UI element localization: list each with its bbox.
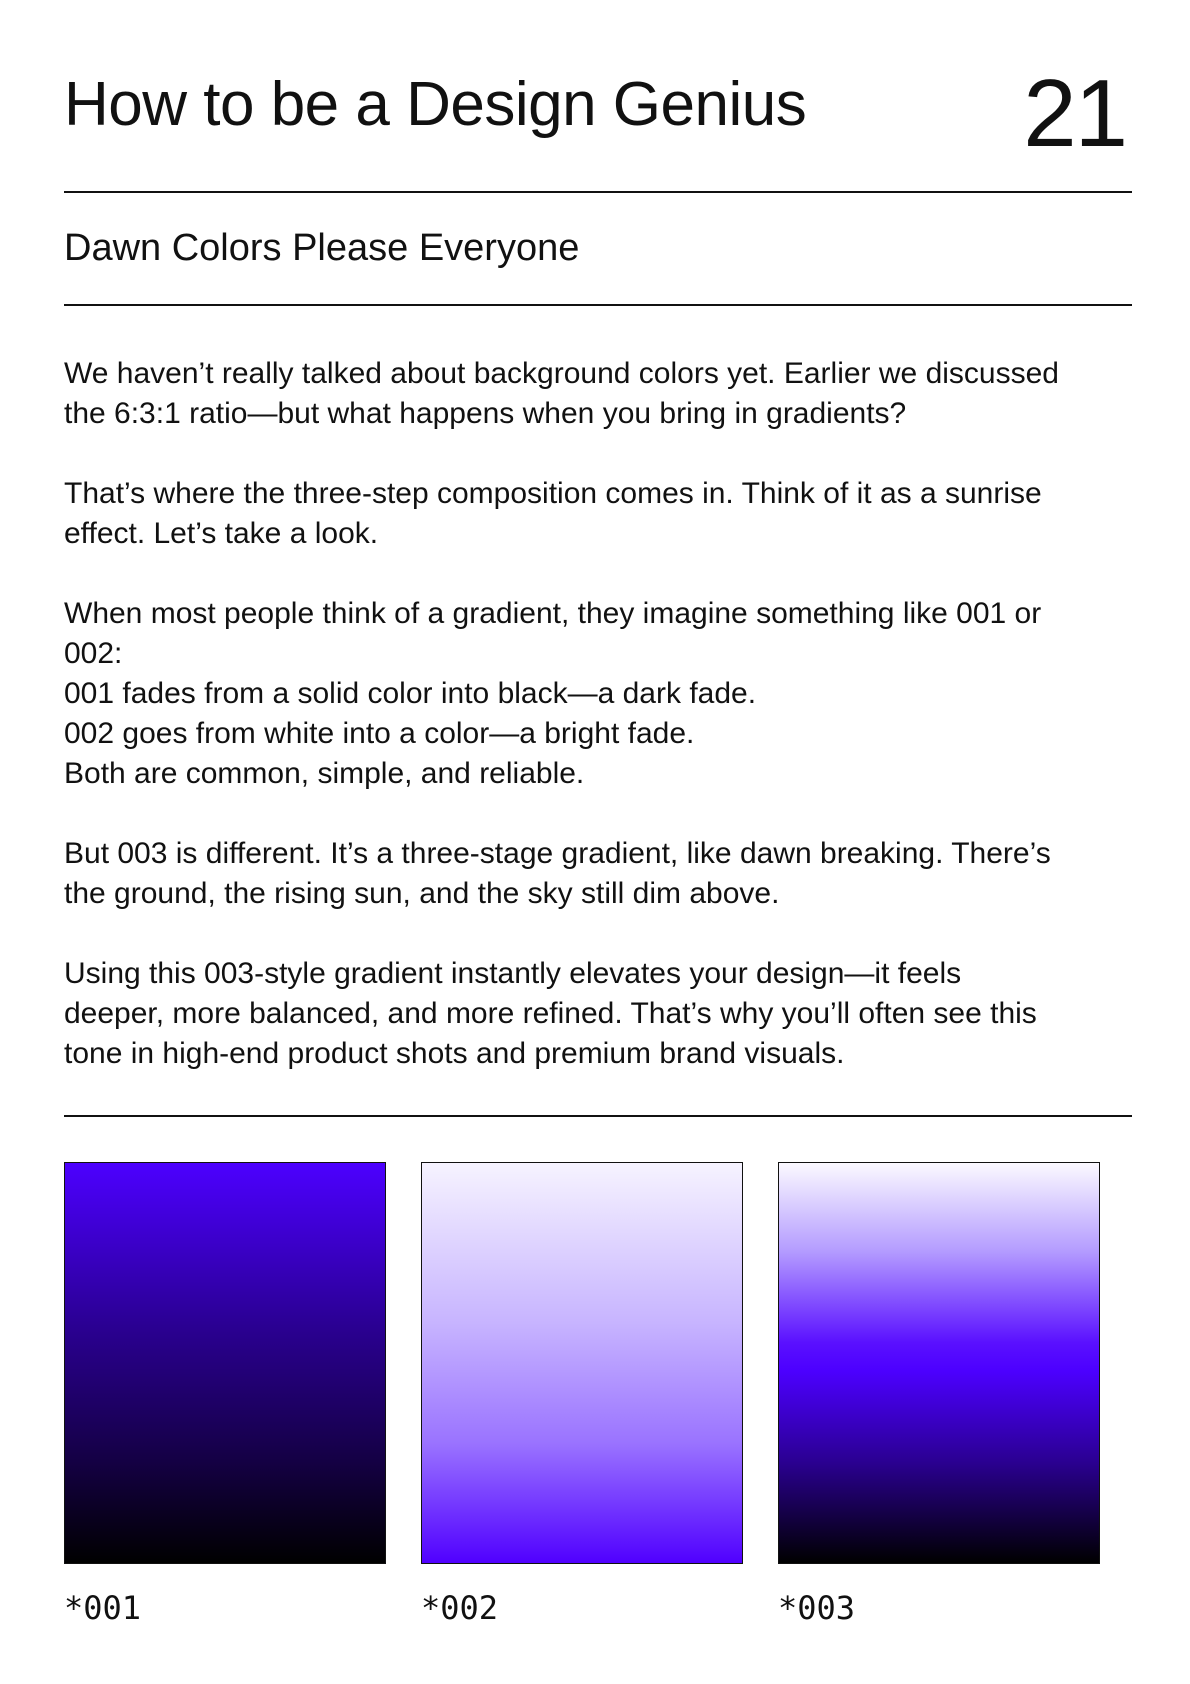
section-subtitle: Dawn Colors Please Everyone [64, 227, 580, 269]
text-line: But 003 is different. It’s a three-stage gradient, like dawn breaking. There’s [64, 837, 1051, 870]
paragraph-2 [64, 474, 1144, 554]
text-line: 001 fades from a solid color into black—a dark fade. [64, 677, 757, 710]
paragraph-5 [64, 954, 1144, 1074]
page-number: 21 [1023, 60, 1126, 167]
swatch-label-002: *002 [421, 1589, 499, 1627]
divider-top [64, 191, 1132, 193]
text-line: Both are common, simple, and reliable. [64, 757, 585, 790]
gradient-swatch-003 [778, 1162, 1100, 1564]
text-line: Using this 003-style gradient instantly elevates your design—it feels [64, 957, 962, 990]
text-line: the ground, the rising sun, and the sky still dim above. [64, 877, 780, 910]
swatch-label-001: *001 [64, 1589, 142, 1627]
text-line: tone in high-end product shots and premium brand visuals. [64, 1037, 845, 1070]
page-title: How to be a Design Genius [64, 70, 807, 139]
text-line: 002 goes from white into a color—a bright fade. [64, 717, 695, 750]
divider-bottom [64, 1115, 1132, 1117]
text-line: We haven’t really talked about background colors yet. Earlier we discussed [64, 357, 1059, 390]
text-line: the 6:3:1 ratio—but what happens when you bring in gradients? [64, 397, 907, 430]
gradient-swatch-001 [64, 1162, 386, 1564]
text-line: That’s where the three-step composition comes in. Think of it as a sunrise [64, 477, 1042, 510]
swatch-label-003: *003 [778, 1589, 856, 1627]
body-text [64, 354, 1144, 1074]
text-line: 002: [64, 637, 123, 670]
text-line: effect. Let’s take a look. [64, 517, 379, 550]
text-line: When most people think of a gradient, they imagine something like 001 or [64, 597, 1042, 630]
paragraph-4 [64, 834, 1144, 914]
gradient-swatch-002 [421, 1162, 743, 1564]
text-line: deeper, more balanced, and more refined. That’s why you’ll often see this [64, 997, 1037, 1030]
paragraph-1 [64, 354, 1144, 434]
paragraph-3 [64, 594, 1144, 794]
divider-middle [64, 304, 1132, 306]
